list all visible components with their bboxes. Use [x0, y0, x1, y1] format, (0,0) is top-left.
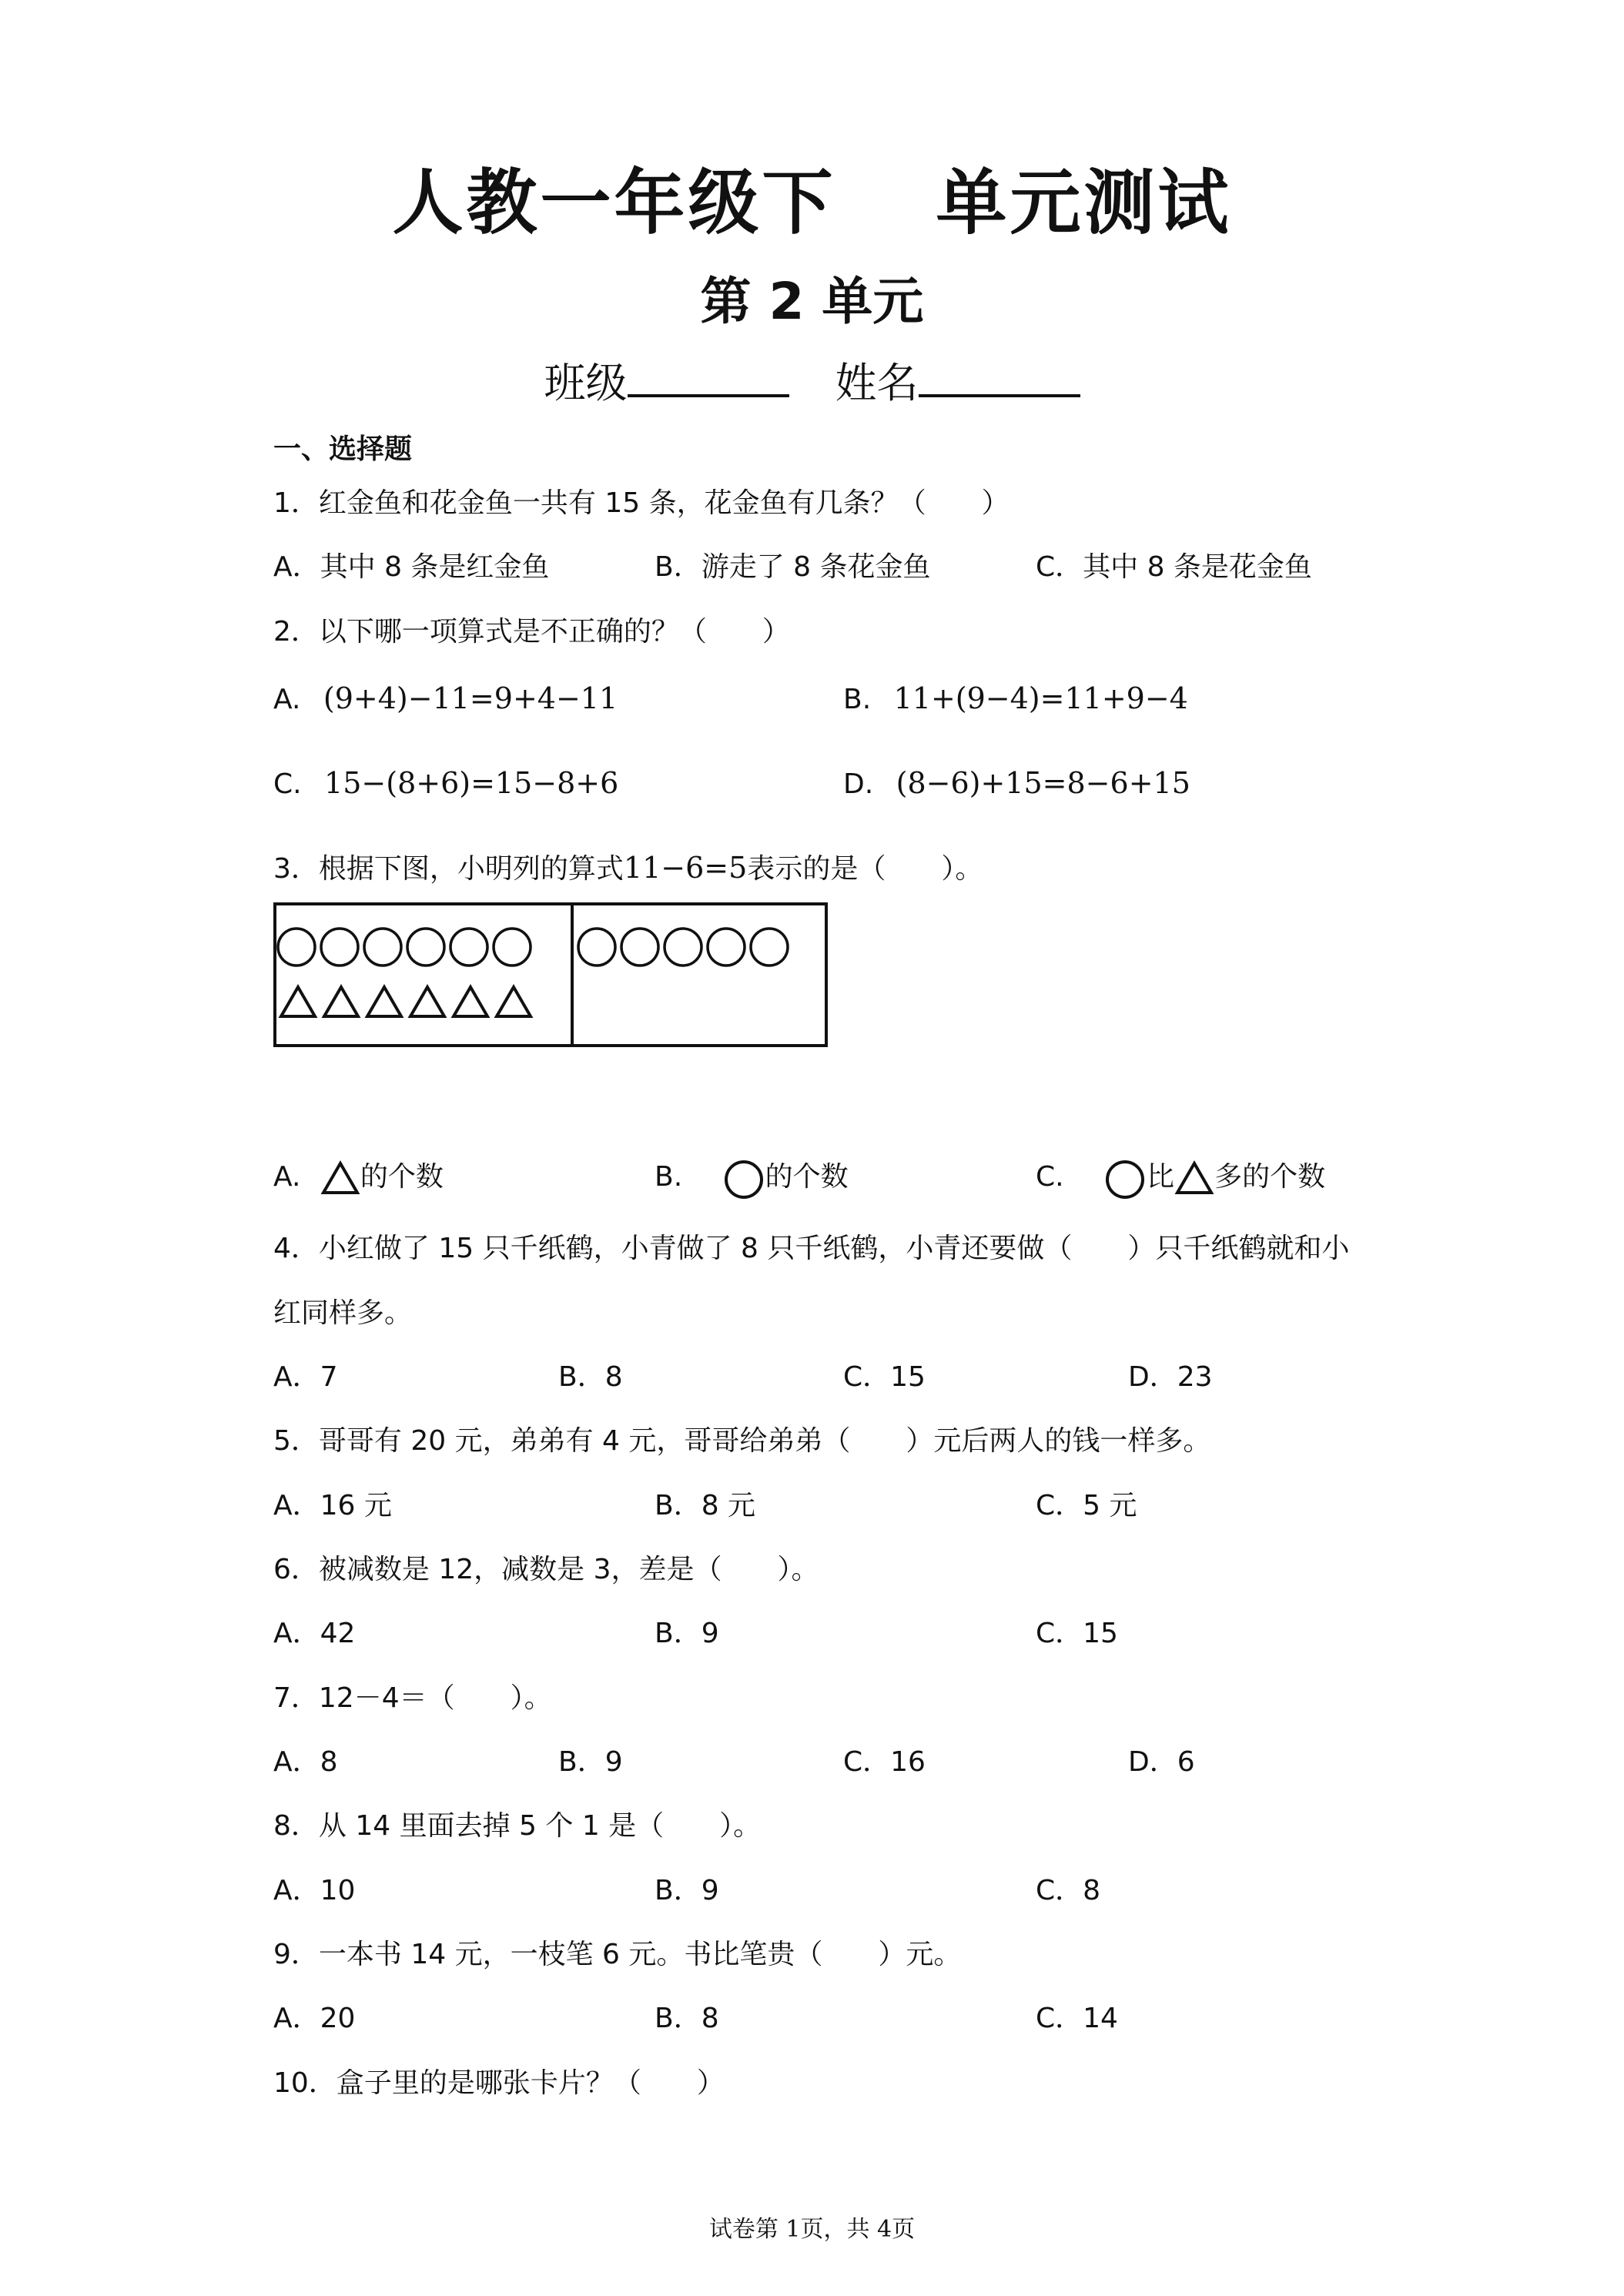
question-number: 1． [273, 487, 319, 519]
question-10 [273, 2061, 725, 2100]
q5-option-a[interactable]: A．16 元 [273, 1490, 392, 1521]
figure-circle [665, 929, 702, 966]
option-expression: (8−6)+15=8−6+15 [896, 766, 1190, 800]
figure-triangle [497, 987, 531, 1016]
figure-circle [407, 929, 444, 966]
q3-option-a[interactable] [273, 1155, 444, 1196]
question-4 [273, 1227, 1349, 1266]
q2-option-b[interactable] [843, 681, 1188, 715]
option-label: C. [273, 768, 302, 800]
question-9 [273, 1933, 961, 1972]
class-blank[interactable] [628, 354, 789, 397]
q2-option-d[interactable] [843, 766, 1190, 800]
question-number: 2． [273, 616, 319, 648]
name-label: 姓名 [835, 359, 919, 407]
question-2 [273, 610, 790, 649]
q4-option-d[interactable]: D．23 [1128, 1361, 1213, 1393]
q8-option-a[interactable]: A．10 [273, 1875, 356, 1906]
question-text: 小红做了 15 只千纸鹤，小青做了 8 只千纸鹤，小青还要做（ ）只千纸鹤就和小 [318, 1233, 1350, 1264]
question-number: 9． [273, 1939, 319, 1970]
q6-option-a[interactable]: A．42 [273, 1618, 356, 1649]
q9-option-b[interactable]: B．8 [655, 2003, 719, 2034]
option-label: A. [273, 684, 301, 715]
q5-option-c[interactable]: C．5 元 [1036, 1490, 1137, 1521]
option-expression: 11+(9−4)=11+9−4 [893, 681, 1188, 715]
question-6 [273, 1548, 819, 1587]
q4-option-c[interactable]: C．15 [843, 1361, 926, 1393]
option-label: A. [273, 1161, 301, 1193]
circle-icon [1103, 1156, 1147, 1200]
question-1 [273, 481, 1010, 520]
question-text: 哥哥有 20 元，弟弟有 4 元，哥哥给弟弟（ ）元后两人的钱一样多。 [318, 1425, 1211, 1457]
figure-circle [494, 929, 531, 966]
title-part-grade: 人教一年级下 [392, 162, 836, 244]
question-text: 根据下图，小明列的算式 [318, 853, 624, 885]
question-number: 6． [273, 1554, 319, 1585]
question-text: 从 14 里面去掉 5 个 1 是（ ）。 [318, 1810, 762, 1842]
question-text-end: 表示的是（ ）。 [747, 853, 983, 885]
option-label: C. [1036, 1161, 1064, 1193]
question-number: 4． [273, 1233, 319, 1264]
figure-triangle [324, 987, 358, 1016]
figure-frame [275, 904, 826, 1046]
q7-option-a[interactable]: A．8 [273, 1746, 338, 1778]
option-label: B. [843, 684, 872, 715]
question-4-continued: 红同样多。 [273, 1297, 413, 1329]
shapes-figure [273, 901, 835, 1055]
q1-option-c[interactable]: C．其中 8 条是花金鱼 [1036, 551, 1312, 583]
q3-option-b[interactable] [655, 1155, 849, 1200]
page-footer: 试卷第 1页，共 4页 [708, 2216, 916, 2243]
q8-option-c[interactable]: C．8 [1036, 1875, 1101, 1906]
question-number: 7． [273, 1682, 319, 1714]
figure-triangle [367, 987, 401, 1016]
option-text-compare: 比 [1147, 1161, 1175, 1193]
option-label: D. [843, 768, 874, 800]
figure-circle [278, 929, 315, 966]
figure-circle [364, 929, 401, 966]
q1-option-a[interactable]: A．其中 8 条是红金鱼 [273, 551, 550, 583]
question-number: 8． [273, 1810, 319, 1842]
question-text: 被减数是 12，减数是 3，差是（ ）。 [318, 1554, 819, 1585]
figure-triangle [281, 987, 315, 1016]
q5-option-b[interactable]: B．8 元 [655, 1490, 756, 1521]
question-text: 一本书 14 元，一枝笔 6 元。书比笔贵（ ）元。 [318, 1939, 962, 1970]
q6-option-b[interactable]: B．9 [655, 1618, 719, 1649]
question-5 [273, 1419, 1210, 1458]
figure-circle [450, 929, 487, 966]
q2-option-a[interactable] [273, 681, 618, 715]
option-label: B. [655, 1161, 683, 1193]
question-text: 盒子里的是哪张卡片？（ ） [336, 2067, 725, 2099]
unit-subtitle: 第 2 单元 [700, 272, 924, 331]
question-text: 以下哪一项算式是不正确的？（ ） [318, 616, 790, 648]
name-blank[interactable] [919, 354, 1080, 397]
figure-circle [621, 929, 658, 966]
question-7 [273, 1676, 552, 1715]
question-text: 红金鱼和花金鱼一共有 15 条，花金鱼有几条？（ ） [318, 487, 1010, 519]
question-8 [273, 1804, 761, 1843]
student-info [0, 350, 1624, 410]
section-title: 一、选择题 [273, 433, 413, 465]
figure-triangle [454, 987, 487, 1016]
q7-option-b[interactable]: B．9 [558, 1746, 623, 1778]
question-text: 12－4＝（ ）。 [318, 1682, 552, 1714]
option-text: 多的个数 [1214, 1161, 1326, 1193]
q4-option-b[interactable]: B．8 [558, 1361, 623, 1393]
class-label: 班级 [544, 359, 628, 407]
q9-option-a[interactable]: A．20 [273, 2003, 356, 2034]
question-3 [273, 847, 983, 886]
figure-circle [751, 929, 788, 966]
q7-option-c[interactable]: C．16 [843, 1746, 926, 1778]
figure-triangle [410, 987, 444, 1016]
q8-option-b[interactable]: B．9 [655, 1875, 719, 1906]
circle-icon [722, 1156, 765, 1200]
figure-circle [578, 929, 615, 966]
question-number: 10． [273, 2067, 337, 2099]
page-title [0, 146, 1624, 248]
option-expression: 15−(8+6)=15−8+6 [324, 766, 619, 800]
q9-option-c[interactable]: C．14 [1036, 2003, 1118, 2034]
q4-option-a[interactable]: A．7 [273, 1361, 338, 1393]
triangle-icon [320, 1160, 360, 1196]
question-number: 5． [273, 1425, 319, 1457]
q3-option-c[interactable] [1036, 1155, 1325, 1200]
q2-option-c[interactable] [273, 766, 618, 800]
q6-option-c[interactable]: C．15 [1036, 1618, 1118, 1649]
title-part-test: 单元测试 [936, 162, 1232, 244]
option-expression: (9+4)−11=9+4−11 [323, 681, 618, 715]
q7-option-d[interactable]: D．6 [1128, 1746, 1195, 1778]
question-number: 3． [273, 853, 319, 885]
triangle-icon [1174, 1160, 1214, 1196]
question-expression: 11−6=5 [623, 851, 748, 885]
figure-circle [708, 929, 745, 966]
option-text: 的个数 [765, 1161, 849, 1193]
q1-option-b[interactable]: B．游走了 8 条花金鱼 [655, 551, 931, 583]
figure-circle [321, 929, 358, 966]
option-text: 的个数 [360, 1161, 444, 1193]
